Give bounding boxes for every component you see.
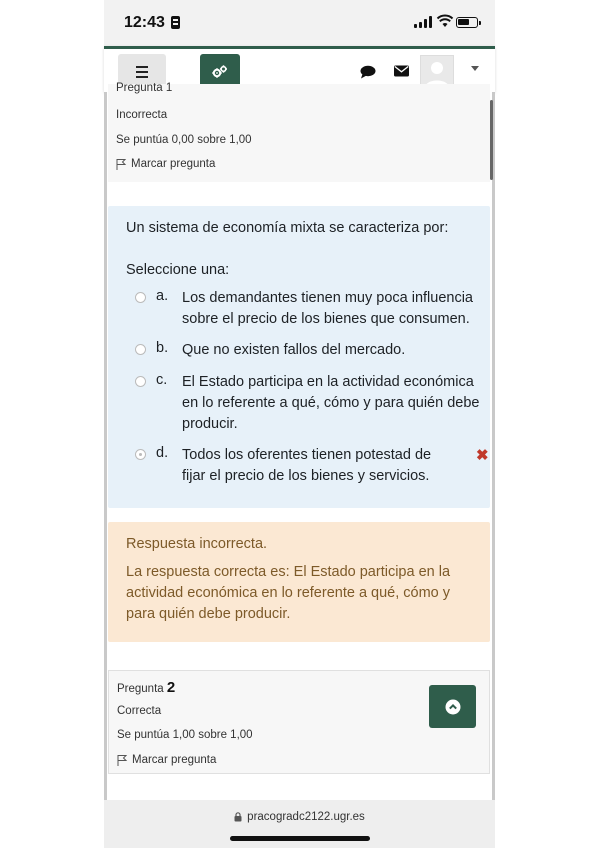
scrollbar[interactable]: [490, 100, 493, 180]
quiz-review-content: [104, 82, 495, 800]
url-text: pracogradc2122.ugr.es: [247, 811, 365, 823]
question-2-state: Correcta: [117, 705, 162, 717]
wifi-icon: [437, 14, 453, 28]
lock-icon: [234, 812, 242, 822]
question-2-label: Pregunta: [117, 683, 164, 695]
question-2-heading: [117, 679, 175, 696]
question-2-number: 2: [166, 679, 176, 696]
option-d-letter: d.: [156, 445, 169, 461]
option-a-text: Los demandantes tienen muy poca influencia sobre el precio de los bienes que consumen.: [182, 290, 473, 327]
hamburger-icon: [136, 66, 148, 68]
cellular-signal-icon: [414, 16, 432, 28]
phone-screen: [104, 0, 495, 848]
question-2-score: Se puntúa 1,00 sobre 1,00: [117, 729, 253, 741]
feedback-title: Respuesta incorrecta.: [126, 536, 268, 552]
flag-outline-icon: [117, 754, 127, 766]
select-one-prompt: Seleccione una:: [126, 262, 230, 278]
home-indicator[interactable]: [230, 836, 370, 841]
feedback-panel: [108, 522, 490, 642]
browser-address-bar[interactable]: [104, 800, 495, 848]
option-b-letter: b.: [156, 340, 169, 356]
option-b-text: Que no existen fallos del mercado.: [182, 342, 406, 358]
question-1-score: Se puntúa 0,00 sobre 1,00: [116, 134, 252, 146]
option-c[interactable]: [132, 372, 482, 435]
gears-icon: [212, 65, 228, 79]
sim-card-icon: [171, 16, 180, 29]
right-gutter: [492, 92, 495, 800]
chevron-up-circle-icon: [445, 699, 461, 715]
flag-question-2-link[interactable]: [117, 754, 216, 766]
question-1-content: [108, 206, 490, 508]
question-1-state: Incorrecta: [116, 109, 168, 121]
status-bar: [104, 0, 495, 46]
flag-question-1-label: Marcar pregunta: [131, 158, 216, 170]
battery-icon: [456, 17, 478, 28]
option-b[interactable]: [132, 340, 482, 362]
chat-bubble-icon[interactable]: [360, 65, 376, 79]
back-to-top-button[interactable]: [429, 685, 476, 728]
option-a-radio[interactable]: [135, 292, 146, 303]
option-d[interactable]: [132, 445, 489, 487]
option-a-letter: a.: [156, 288, 169, 304]
flag-outline-icon: [116, 158, 126, 170]
flag-question-1-link[interactable]: [116, 158, 215, 170]
option-c-text: El Estado participa en la actividad económica en lo referente a qué, cómo y para quién debe producir.: [182, 374, 480, 432]
left-gutter: [104, 92, 107, 800]
flag-question-2-label: Marcar pregunta: [132, 754, 217, 766]
correct-answer-text: La respuesta correcta es: El Estado participa en la actividad económica en lo referente a qué, cómo y para quién debe producir.: [126, 564, 451, 622]
user-menu-caret-icon[interactable]: [471, 66, 479, 71]
question-1-label: Pregunta 1: [116, 82, 173, 94]
envelope-icon[interactable]: [394, 65, 409, 77]
option-c-letter: c.: [156, 372, 168, 388]
question-1-text: Un sistema de economía mixta se caracteriza por:: [126, 220, 449, 236]
url-display[interactable]: [104, 811, 495, 823]
option-b-radio[interactable]: [135, 344, 146, 355]
option-a[interactable]: [132, 288, 482, 330]
question-1-info-panel: [108, 84, 490, 182]
status-time: 12:43: [124, 14, 165, 31]
option-c-radio[interactable]: [135, 376, 146, 387]
option-d-radio[interactable]: [135, 449, 146, 460]
option-d-text: Todos los oferentes tienen potestad de fijar el precio de los bienes y servicios.: [182, 447, 432, 484]
incorrect-cross-icon: ✖: [476, 447, 489, 464]
